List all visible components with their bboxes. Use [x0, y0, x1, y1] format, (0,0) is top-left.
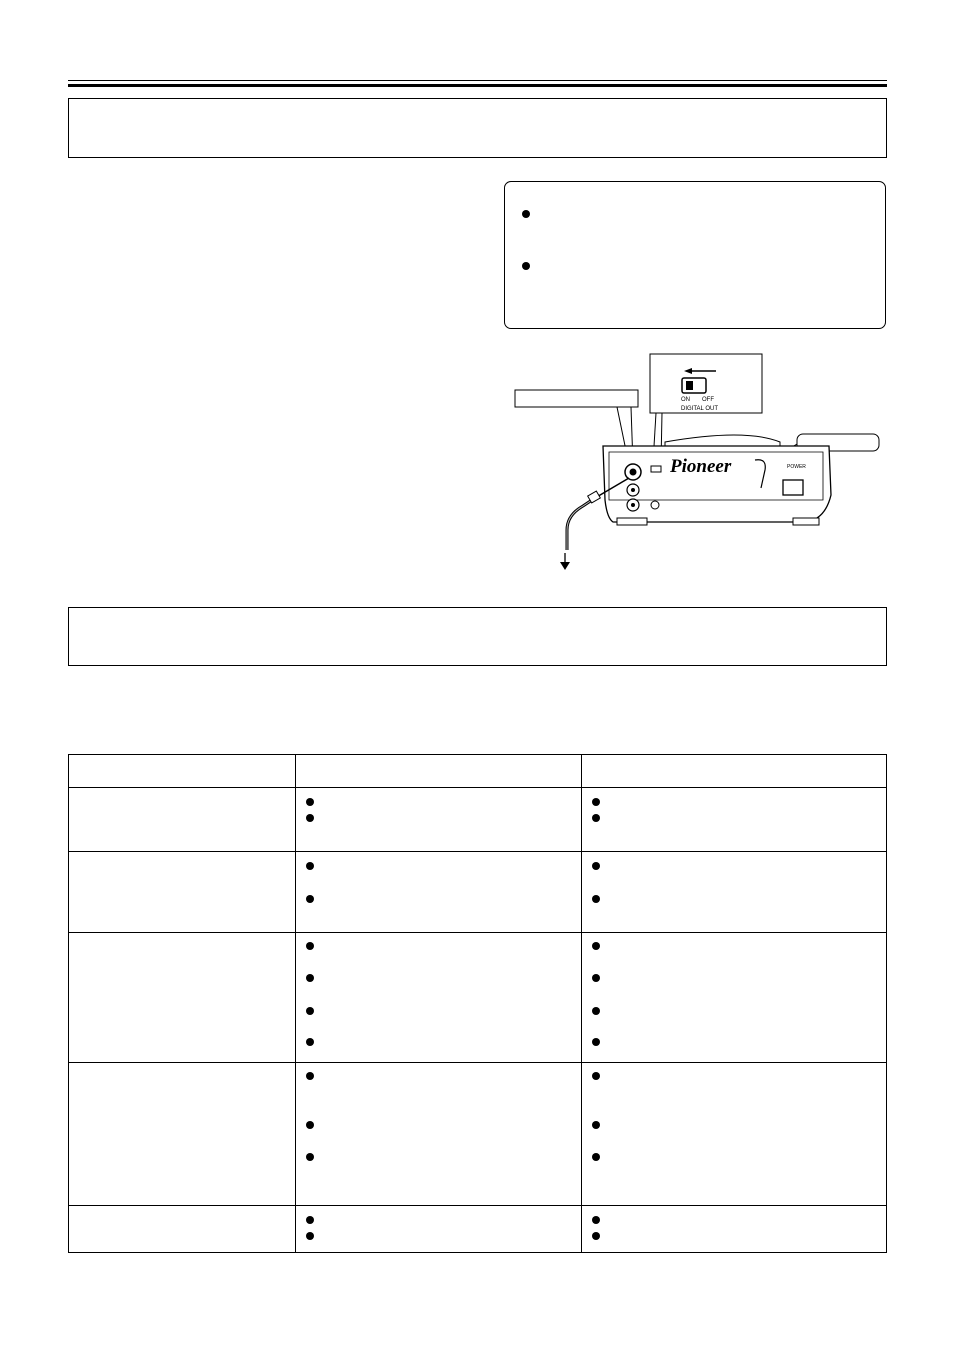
table-cell	[582, 1063, 887, 1206]
row-bullet	[306, 1038, 314, 1046]
row-bullet	[592, 1232, 600, 1240]
table-cell	[69, 788, 296, 852]
row-bullet	[306, 798, 314, 806]
switch-off-label: OFF	[702, 397, 714, 403]
row-bullet	[306, 1153, 314, 1161]
table-cell	[582, 788, 887, 852]
table-header-cell	[582, 755, 887, 788]
table-row	[69, 852, 887, 933]
row-bullet	[592, 1216, 600, 1224]
row-bullet	[592, 1121, 600, 1129]
row-bullet	[592, 974, 600, 982]
row-bullet	[306, 814, 314, 822]
table-row	[69, 933, 887, 1063]
note-bullet-1	[522, 210, 530, 218]
row-bullet	[306, 1072, 314, 1080]
row-bullet	[306, 895, 314, 903]
table-cell	[582, 933, 887, 1063]
table-cell	[296, 1206, 582, 1253]
row-bullet	[306, 1007, 314, 1015]
row-bullet	[592, 942, 600, 950]
section-heading-box-1	[68, 98, 887, 158]
table-header-cell	[296, 755, 582, 788]
row-bullet	[306, 974, 314, 982]
row-bullet	[592, 862, 600, 870]
table-row	[69, 788, 887, 852]
comparison-table	[68, 754, 887, 1253]
table-cell	[582, 1206, 887, 1253]
row-bullet	[592, 1072, 600, 1080]
table-row	[69, 1206, 887, 1253]
switch-caption: DIGITAL OUT	[681, 406, 719, 412]
table-cell	[69, 1206, 296, 1253]
table-cell	[296, 852, 582, 933]
notes-box	[504, 181, 886, 329]
brand-logo: Pioneer	[670, 456, 732, 477]
row-bullet	[592, 1007, 600, 1015]
table-header-cell	[69, 755, 296, 788]
row-bullet	[306, 1232, 314, 1240]
header-rule-thin	[68, 80, 887, 81]
table-header-row	[69, 755, 887, 788]
switch-on-label: ON	[681, 397, 690, 403]
table-cell	[296, 1063, 582, 1206]
table-cell	[582, 852, 887, 933]
row-bullet	[306, 1121, 314, 1129]
power-label: POWER	[787, 464, 806, 470]
callout-label-left	[515, 390, 638, 407]
row-bullet	[592, 895, 600, 903]
note-bullet-2	[522, 262, 530, 270]
header-rule-thick	[68, 84, 887, 87]
table-cell	[69, 852, 296, 933]
row-bullet	[306, 942, 314, 950]
row-bullet	[592, 1153, 600, 1161]
row-bullet	[306, 1216, 314, 1224]
power-button	[783, 480, 803, 495]
row-bullet	[306, 862, 314, 870]
row-bullet	[592, 798, 600, 806]
section-heading-box-2	[68, 607, 887, 666]
row-bullet	[592, 814, 600, 822]
table-cell	[69, 933, 296, 1063]
table-cell	[296, 933, 582, 1063]
row-bullet	[592, 1038, 600, 1046]
table-cell	[296, 788, 582, 852]
table-row	[69, 1063, 887, 1206]
player-rear-panel-illustration	[505, 350, 885, 575]
table-cell	[69, 1063, 296, 1206]
